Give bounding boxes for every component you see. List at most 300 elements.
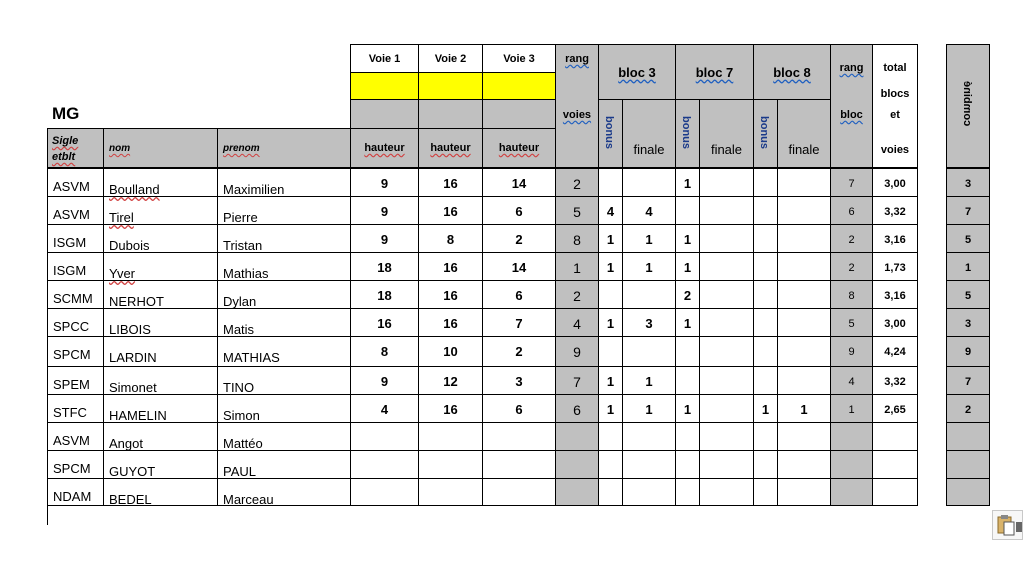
cell-rbloc: [830, 366, 873, 395]
hauteur2-header: hauteur: [418, 128, 483, 168]
cell-v2-text: 16: [443, 204, 458, 219]
cell-total: [872, 196, 918, 225]
voies-label: voies: [562, 109, 592, 121]
cell-prenom: [217, 252, 351, 281]
cell-v3: [482, 224, 556, 253]
cell-sigle: [47, 450, 104, 479]
cell-prenom-text: Mathias: [223, 266, 269, 281]
cell-b8f: [777, 168, 831, 197]
cell-nom-text: Dubois: [109, 238, 150, 253]
cell-v2: [418, 252, 483, 281]
cell-rbloc-text: 6: [848, 206, 855, 218]
cell-total: [872, 224, 918, 253]
cell-rbloc: [830, 280, 873, 309]
cell-prenom: [217, 394, 351, 423]
cell-prenom: [217, 224, 351, 253]
cell-v3: [482, 366, 556, 395]
cell-v2-text: 16: [443, 176, 458, 191]
cell-sigle: [47, 422, 104, 451]
cell-rbloc-text: 2: [848, 234, 855, 246]
cell-nom-text: Angot: [109, 436, 143, 451]
cell-b7b: [675, 422, 700, 451]
cell-b3b: [598, 280, 623, 309]
cell-b8b: [753, 450, 778, 479]
cell-v2-text: 12: [443, 374, 458, 389]
cell-v1-text: 9: [380, 232, 389, 247]
cell-b3b-text: 1: [606, 374, 615, 389]
cell-nom: [103, 336, 218, 367]
cell-total: [872, 422, 918, 451]
cell-v3: [482, 478, 556, 506]
cell-b3f: [622, 336, 676, 367]
cell-b7f: [699, 252, 754, 281]
cell-sigle: [47, 196, 104, 225]
cell-sigle-text: ISGM: [53, 235, 87, 250]
cell-b7f: [699, 422, 754, 451]
cell-b8f: [777, 308, 831, 337]
cell-comb-text: 5: [964, 290, 972, 302]
cell-v1: [350, 450, 419, 479]
cell-sigle-text: SCMM: [53, 291, 93, 306]
cell-b3b: [598, 394, 623, 423]
cell-total-text: 2,65: [884, 404, 906, 416]
cell-rbloc-text: 7: [848, 178, 855, 190]
cell-nom: [103, 224, 218, 253]
cell-rbloc: [830, 450, 873, 479]
cell-v1: [350, 308, 419, 337]
cell-prenom-text: PAUL: [223, 464, 256, 479]
cell-rang-text: 2: [573, 288, 581, 304]
cell-nom-text: Yver: [109, 266, 136, 281]
cell-sigle-text: ISGM: [53, 263, 87, 278]
cell-b3f-text: 1: [645, 402, 653, 417]
hauteur3-header: hauteur: [482, 128, 556, 168]
clipboard-paste-icon[interactable]: [992, 510, 1023, 540]
cell-rang-text: 2: [573, 176, 581, 192]
cell-nom-text: LARDIN: [109, 350, 157, 365]
cell-prenom-text: Pierre: [223, 210, 258, 225]
cell-b3b-text: 1: [606, 232, 615, 247]
cell-v3: [482, 336, 556, 367]
cell-v2: [418, 422, 483, 451]
cell-v2: [418, 366, 483, 395]
voie1-spacer: [350, 99, 419, 129]
cell-v3: [482, 450, 556, 479]
bloc7-bonus-header: bonus: [675, 99, 700, 168]
bloc8-finale-header: finale: [777, 99, 831, 168]
blocs-label: blocs: [880, 88, 910, 100]
cell-rbloc: [830, 394, 873, 423]
cell-sigle-text: STFC: [53, 405, 87, 420]
cell-total: [872, 336, 918, 367]
table-edge-line: [47, 505, 48, 525]
cell-v1: [350, 196, 419, 225]
cell-total-text: 4,24: [884, 346, 906, 358]
cell-nom-text: Boulland: [109, 182, 160, 197]
cell-v3-text: 6: [515, 402, 523, 417]
cell-comb: [946, 196, 990, 225]
cell-v1: [350, 168, 419, 197]
cell-nom: [103, 308, 218, 337]
cell-total-text: 3,00: [884, 178, 906, 190]
cell-b8b: [753, 280, 778, 309]
bloc8-bonus-header: bonus: [753, 99, 778, 168]
cell-b7f: [699, 280, 754, 309]
cell-b8f: [777, 450, 831, 479]
cell-b3f: [622, 196, 676, 225]
cell-comb: [946, 308, 990, 337]
cell-v3: [482, 168, 556, 197]
cell-v1-text: 16: [377, 316, 392, 331]
cell-v1-text: 4: [380, 402, 389, 417]
cell-nom-text: NERHOT: [109, 294, 164, 309]
sigle-header: Sigle etblt: [47, 128, 104, 168]
cell-sigle: [47, 394, 104, 423]
cell-b3f: [622, 280, 676, 309]
cell-prenom: [217, 168, 351, 197]
cell-comb: [946, 366, 990, 395]
cell-comb: [946, 252, 990, 281]
cell-comb-text: 7: [964, 206, 972, 218]
cell-sigle: [47, 308, 104, 337]
cell-prenom-text: TINO: [223, 380, 255, 395]
cell-b3f: [622, 224, 676, 253]
cell-b3b: [598, 478, 623, 506]
cell-b7b-text: 1: [683, 232, 692, 247]
cell-v2: [418, 450, 483, 479]
cell-prenom: [217, 450, 351, 479]
voie2-header: Voie 2: [418, 44, 483, 73]
cell-b7f: [699, 478, 754, 506]
cell-b3b: [598, 224, 623, 253]
cell-b7f: [699, 196, 754, 225]
cell-b3b: [598, 196, 623, 225]
cell-prenom-text: Simon: [223, 408, 260, 423]
cell-b7b: [675, 366, 700, 395]
cell-b3b-text: 4: [606, 204, 615, 219]
cell-v3-text: 14: [511, 176, 527, 191]
cell-b8f-text: 1: [800, 402, 808, 417]
cell-v1-text: 18: [377, 288, 392, 303]
total-label: total: [883, 62, 907, 74]
cell-prenom-text: Maximilien: [223, 182, 285, 197]
cell-total-text: 1,73: [884, 262, 906, 274]
cell-total-text: 3,00: [884, 318, 906, 330]
cell-v1-text: 9: [380, 374, 389, 389]
cell-v2-text: 16: [443, 316, 458, 331]
cell-comb: [946, 280, 990, 309]
cell-b7b-text: 1: [683, 176, 692, 191]
cell-prenom: [217, 280, 351, 309]
clipboard-icon: [993, 511, 1023, 541]
cell-b8f: [777, 366, 831, 395]
cell-rbloc-text: 5: [848, 318, 855, 330]
hauteur1-header: hauteur: [350, 128, 419, 168]
cell-b7b: [675, 168, 700, 197]
cell-comb-text: 9: [964, 346, 972, 358]
cell-rbloc-text: 4: [848, 376, 855, 388]
bloc3-bonus-header: bonus: [598, 99, 623, 168]
cell-v3-text: 7: [515, 316, 523, 331]
cell-rang: [555, 336, 599, 367]
cell-sigle-text: ASVM: [53, 433, 90, 448]
cell-b7b: [675, 478, 700, 506]
cell-prenom: [217, 336, 351, 367]
cell-b3f: [622, 308, 676, 337]
bloc8-header: bloc 8: [753, 44, 831, 100]
cell-sigle-text: ASVM: [53, 179, 90, 194]
cell-comb-text: 5: [964, 234, 972, 246]
cell-b3b: [598, 450, 623, 479]
cell-v1: [350, 478, 419, 506]
cell-b7f: [699, 450, 754, 479]
cell-b3b-text: 1: [606, 260, 615, 275]
cell-sigle: [47, 366, 104, 395]
cell-b3b: [598, 422, 623, 451]
cell-b8f: [777, 478, 831, 506]
cell-comb-text: 7: [964, 376, 972, 388]
cell-rbloc: [830, 336, 873, 367]
cell-v2: [418, 308, 483, 337]
cell-total: [872, 252, 918, 281]
cell-prenom-text: Tristan: [223, 238, 263, 253]
cell-nom-text: HAMELIN: [109, 408, 167, 423]
cell-sigle-text: SPCC: [53, 319, 90, 334]
cell-nom-text: Simonet: [109, 380, 157, 395]
cell-prenom-text: MATHIAS: [223, 350, 280, 365]
cell-v3-text: 6: [515, 288, 523, 303]
voie1-header: Voie 1: [350, 44, 419, 73]
cell-rang: [555, 252, 599, 281]
cell-rang: [555, 168, 599, 197]
cell-b7b: [675, 196, 700, 225]
cell-b3f: [622, 478, 676, 506]
cell-b3f: [622, 252, 676, 281]
cell-total: [872, 478, 918, 506]
cell-b8b: [753, 224, 778, 253]
cell-comb: [946, 224, 990, 253]
cell-b3b: [598, 252, 623, 281]
cell-b8f: [777, 252, 831, 281]
prenom-header: prenom: [217, 128, 351, 168]
cell-comb-text: 3: [964, 178, 972, 190]
cell-rang-text: 5: [573, 204, 581, 220]
cell-nom: [103, 280, 218, 309]
cell-b7f: [699, 336, 754, 367]
cell-rang-text: 8: [573, 232, 581, 248]
cell-sigle-text: NDAM: [53, 489, 92, 504]
cell-nom-text: LIBOIS: [109, 322, 151, 337]
cell-prenom-text: Dylan: [223, 294, 257, 309]
cell-v2: [418, 196, 483, 225]
cell-comb-text: 3: [964, 318, 972, 330]
cell-v2-text: 16: [443, 402, 458, 417]
cell-b7b: [675, 224, 700, 253]
cell-v3-text: 3: [515, 374, 523, 389]
cell-rang: [555, 394, 599, 423]
cell-total: [872, 280, 918, 309]
cell-v1: [350, 422, 419, 451]
cell-rbloc: [830, 224, 873, 253]
cell-b3f: [622, 394, 676, 423]
cell-sigle: [47, 336, 104, 367]
cell-b7f: [699, 394, 754, 423]
cell-b3b-text: 1: [606, 316, 615, 331]
et-label: et: [890, 109, 900, 121]
cell-v3: [482, 196, 556, 225]
cell-prenom: [217, 478, 351, 506]
rang-voies-header: [555, 44, 599, 168]
cell-sigle: [47, 478, 104, 506]
cell-b7b: [675, 280, 700, 309]
cell-v2: [418, 336, 483, 367]
cell-b8b: [753, 308, 778, 337]
cell-v1: [350, 224, 419, 253]
cell-v3: [482, 252, 556, 281]
cell-nom: [103, 196, 218, 225]
combine-header: [946, 44, 990, 168]
voie2-spacer: [418, 99, 483, 129]
cell-comb: [946, 478, 990, 506]
cell-total-text: 3,32: [884, 376, 906, 388]
cell-b3f-text: 1: [645, 232, 653, 247]
voie3-header: Voie 3: [482, 44, 556, 73]
cell-b7b-text: 1: [683, 316, 692, 331]
cell-b7b: [675, 336, 700, 367]
cell-b8f: [777, 196, 831, 225]
cell-total: [872, 168, 918, 197]
cell-b8b: [753, 336, 778, 367]
cell-comb-text: 2: [964, 404, 972, 416]
cell-b7b-text: 1: [683, 260, 692, 275]
cell-total-text: 3,32: [884, 206, 906, 218]
cell-sigle: [47, 252, 104, 281]
cell-v1-text: 9: [380, 176, 389, 191]
cell-prenom: [217, 422, 351, 451]
cell-b3b-text: 1: [606, 402, 615, 417]
nom-header: nom: [103, 128, 218, 168]
cell-b3f: [622, 450, 676, 479]
cell-prenom: [217, 366, 351, 395]
cell-b7b: [675, 394, 700, 423]
cell-b3f: [622, 168, 676, 197]
cell-v3: [482, 422, 556, 451]
voies2-label: voies: [880, 144, 910, 156]
cell-b7b: [675, 308, 700, 337]
cell-v2: [418, 168, 483, 197]
cell-sigle-text: SPCM: [53, 347, 91, 362]
cell-comb: [946, 422, 990, 451]
cell-b8f: [777, 422, 831, 451]
cell-rbloc: [830, 196, 873, 225]
combine-label: combiné: [961, 81, 973, 127]
cell-b8f: [777, 336, 831, 367]
cell-total: [872, 308, 918, 337]
cell-rbloc-text: 9: [848, 346, 855, 358]
cell-b3b: [598, 366, 623, 395]
cell-v2-text: 16: [443, 288, 458, 303]
cell-nom: [103, 168, 218, 197]
cell-v1: [350, 280, 419, 309]
cell-v2: [418, 478, 483, 506]
cell-rang-text: 9: [573, 344, 581, 360]
cell-b3f: [622, 422, 676, 451]
cell-nom: [103, 450, 218, 479]
cell-b3f-text: 1: [645, 260, 653, 275]
cell-b7b: [675, 450, 700, 479]
rang-bloc-header: [830, 44, 873, 168]
bloc3-header: bloc 3: [598, 44, 676, 100]
cell-total-text: 3,16: [884, 290, 906, 302]
cell-v3: [482, 280, 556, 309]
cell-nom-text: Tirel: [109, 210, 134, 225]
voie1-highlight: [350, 72, 419, 100]
cell-v1: [350, 394, 419, 423]
cell-prenom-text: Matis: [223, 322, 255, 337]
cell-nom-text: BEDEL: [109, 492, 152, 507]
cell-b8b: [753, 422, 778, 451]
cell-b7f: [699, 308, 754, 337]
cell-rang: [555, 366, 599, 395]
cell-total-text: 3,16: [884, 234, 906, 246]
cell-b7f: [699, 168, 754, 197]
cell-nom: [103, 394, 218, 423]
cell-rbloc: [830, 308, 873, 337]
cell-total: [872, 450, 918, 479]
cell-b8b: [753, 252, 778, 281]
cell-b8f: [777, 224, 831, 253]
cell-b8b-text: 1: [761, 402, 770, 417]
cell-b7b: [675, 252, 700, 281]
cell-comb: [946, 450, 990, 479]
cell-v3-text: 2: [515, 344, 523, 359]
cell-b7f: [699, 224, 754, 253]
cell-rbloc: [830, 422, 873, 451]
cell-nom: [103, 252, 218, 281]
cell-b3f: [622, 366, 676, 395]
cell-b8b: [753, 394, 778, 423]
cell-b3f-text: 4: [645, 204, 653, 219]
cell-comb: [946, 168, 990, 197]
voie3-highlight: [482, 72, 556, 100]
bloc3-finale-header: finale: [622, 99, 676, 168]
cell-sigle-text: ASVM: [53, 207, 90, 222]
cell-v1-text: 18: [377, 260, 392, 275]
cell-b8b: [753, 478, 778, 506]
cell-b3b: [598, 336, 623, 367]
cell-b3b: [598, 168, 623, 197]
cell-prenom: [217, 196, 351, 225]
cell-nom-text: GUYOT: [109, 464, 156, 479]
cell-b8f: [777, 394, 831, 423]
cell-b8b: [753, 168, 778, 197]
cell-v2: [418, 224, 483, 253]
bloc-label: bloc: [840, 109, 863, 121]
cell-v3-text: 6: [515, 204, 523, 219]
cell-comb-text: 1: [964, 262, 972, 274]
cell-nom: [103, 366, 218, 395]
cell-b8f: [777, 280, 831, 309]
cell-b7b-text: 2: [683, 288, 692, 303]
cell-rang: [555, 280, 599, 309]
cell-rbloc: [830, 478, 873, 506]
cell-v3: [482, 394, 556, 423]
cell-total: [872, 394, 918, 423]
cell-prenom-text: Mattéo: [223, 436, 263, 451]
cell-rang-text: 7: [573, 374, 581, 390]
cell-comb: [946, 336, 990, 367]
cell-rang: [555, 224, 599, 253]
